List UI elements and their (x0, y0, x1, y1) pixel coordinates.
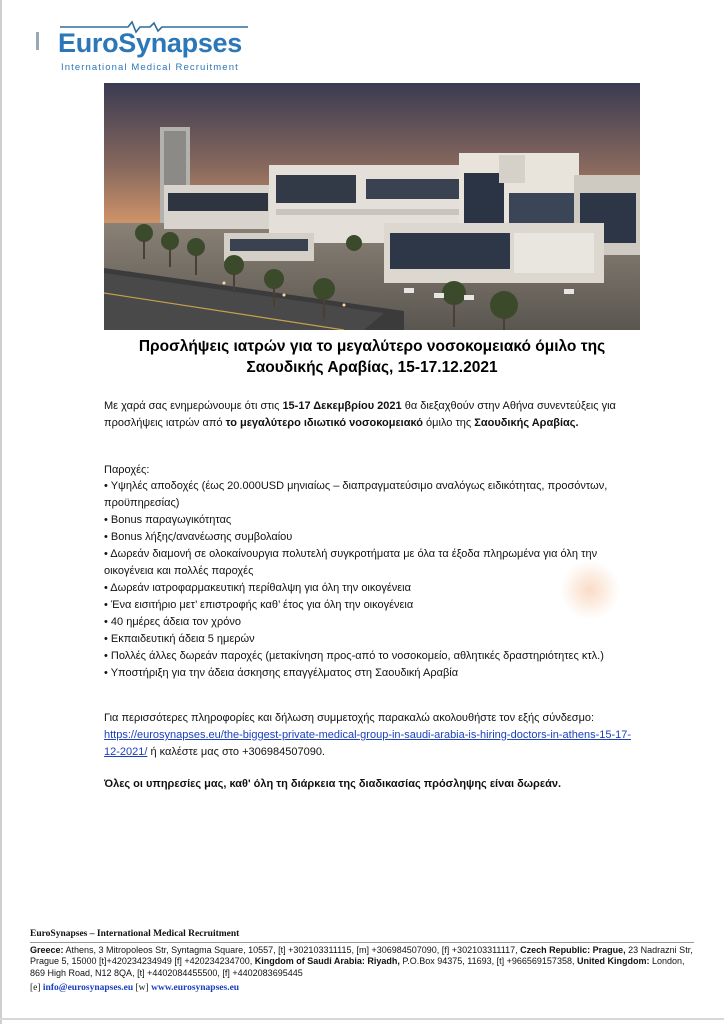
logo-name: EuroSynapses (58, 28, 242, 58)
more-info-text: Για περισσότερες πληροφορίες και δήλωση συμμετοχής παρακαλώ ακολουθήστε τον εξής σύνδεσμο: (104, 712, 595, 724)
footer-contact (30, 983, 694, 995)
list-item: • Δωρεάν ιατροφαρμακευτική περίθαλψη για όλη την οικογένεια (104, 582, 411, 594)
list-item: • Εκπαιδευτική άδεια 5 ημερών (104, 633, 255, 645)
logo-side-bar (36, 32, 39, 50)
email-link[interactable]: info@eurosynapses.eu (42, 983, 134, 993)
email-prefix: [e] (30, 983, 43, 993)
page-edge-bottom (0, 1018, 724, 1020)
hospital-group: το μεγαλύτερο ιδιωτικό νοσοκομειακό (225, 417, 423, 429)
closing-statement: Όλες οι υπηρεσίες μας, καθ' όλη τη διάρκεια της διαδικασίας πρόσληψης είναι δωρεάν. (104, 778, 562, 790)
web-prefix: [w] (133, 983, 152, 993)
hospital-photo (104, 83, 640, 330)
list-item: • Ένα εισιτήριο μετ’ επιστροφής καθ’ έτος για όλη την οικογένεια (104, 599, 414, 611)
website-link[interactable]: www.eurosynapses.eu (151, 983, 240, 993)
title-line-2: Σαουδικής Αραβίας, 15-17.12.2021 (246, 359, 498, 376)
country-name: Σαουδικής Αραβίας. (474, 417, 579, 429)
uk-address: London, 869 High Road, N12 8QA, [t] +4402084455500, [f] +4402083695445 (30, 956, 685, 978)
list-item: • 40 ημέρες άδεια τον χρόνο (104, 616, 241, 628)
registration-link[interactable]: https://eurosynapses.eu/the-biggest-private-medical-group-in-saudi-arabia-is-hiring-doctors-in-athens-15-17-12-2021/ (104, 729, 632, 758)
list-item: • Υποστήριξη για την άδεια άσκησης επαγγέλματος στη Σαουδική Αραβία (104, 667, 459, 679)
page-edge (0, 0, 2, 1024)
list-item: • Υψηλές αποδοχές (έως 20.000USD μηνιαίως – διαπραγματεύσιμο αναλόγως ειδικότητας, προσόντων, προϋπηρεσίας) (104, 480, 608, 509)
list-item: • Δωρεάν διαμονή σε ολοκαίνουργια πολυτελή συγκροτήματα με όλα τα έξοδα πληρωμένα για όλη την οικογένεια και πολλές παροχές (104, 548, 598, 577)
intro-text: όμιλο της (422, 417, 475, 429)
more-info-text: ή καλέστε μας στο +306984507090. (147, 746, 325, 758)
footer-addresses (30, 945, 694, 980)
uk-label: United Kingdom: (576, 956, 650, 966)
czech-label: Czech Republic: Prague, (520, 944, 626, 955)
interview-dates: 15-17 Δεκεμβρίου 2021 (282, 400, 402, 412)
list-item: • Bonus λήξης/ανανέωσης συμβολαίου (104, 531, 293, 543)
more-info-paragraph (104, 710, 644, 761)
intro-text: θα διεξαχθούν στην Αθήνα συνεντεύξεις για προσλήψεις ιατρών από (104, 400, 616, 429)
czech-address: 23 Nadrazni Str, Prague 5, 15000 [t]+420234234949 [f] +420234234700, (30, 944, 693, 966)
eurosynapses-logo (38, 20, 258, 76)
benefits-title: Παροχές: (104, 464, 150, 476)
greece-label: Greece: (30, 944, 64, 955)
list-item: • Bonus παραγωγικότητας (104, 514, 232, 526)
saudi-label: Kingdom of Saudi Arabia: Riyadh, (254, 956, 400, 966)
intro-paragraph (104, 398, 644, 432)
greece-address: Athens, 3 Mitropoleos Str, Syntagma Square, 10557, [t] +302103311115, [m] +306984507090, [f] +302103311117, (63, 944, 521, 955)
footer (30, 929, 694, 995)
footer-divider (30, 942, 694, 943)
benefits-list (104, 478, 644, 682)
page-title (100, 336, 644, 378)
intro-text: Με χαρά σας ενημερώνουμε ότι στις (104, 400, 283, 412)
saudi-address: P.O.Box 94375, 11693, [t] +966569157358, (399, 956, 577, 966)
logo-tagline: International Medical Recruitment (61, 62, 239, 73)
footer-heading: EuroSynapses – International Medical Recruitment (30, 929, 240, 939)
list-item: • Πολλές άλλες δωρεάν παροχές (μετακίνηση προς-από το νοσοκομείο, αθλητικές δραστηριότητες κτλ.) (104, 650, 604, 662)
title-line-1: Προσλήψεις ιατρών για το μεγαλύτερο νοσοκομειακό όμιλο της (138, 338, 606, 355)
